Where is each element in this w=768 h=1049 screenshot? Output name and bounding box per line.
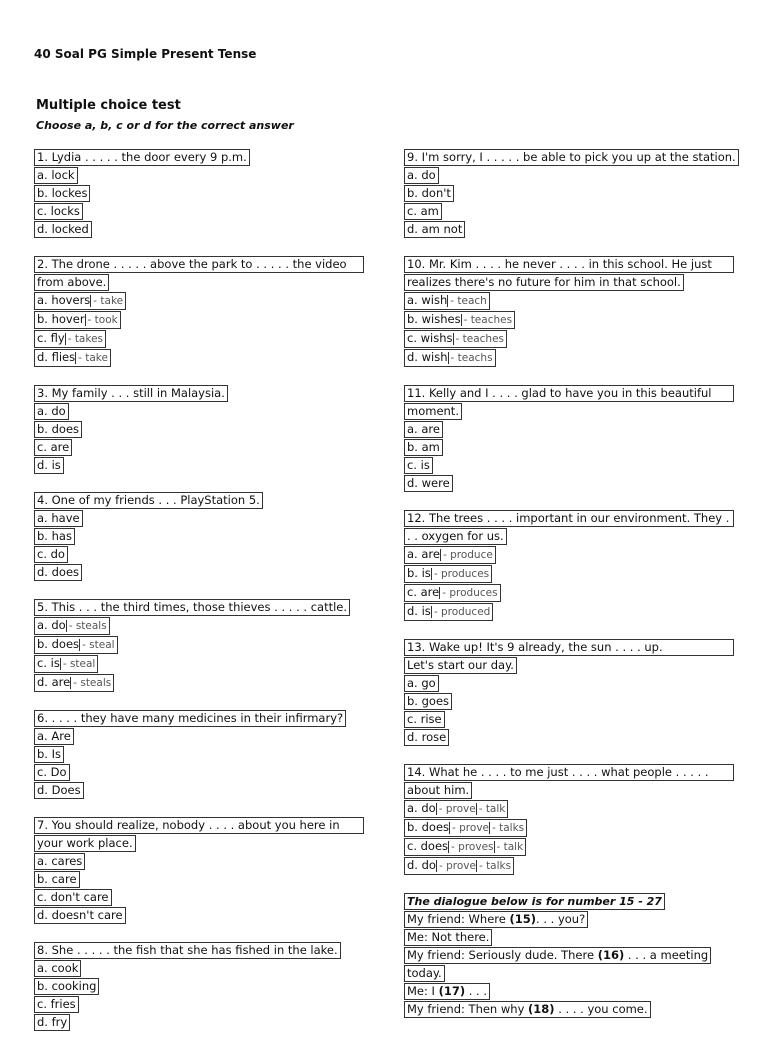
- answer-option-line: [34, 636, 379, 655]
- question-block: [404, 256, 749, 368]
- question-stem-continued: from above.: [34, 274, 109, 291]
- answer-option-line: [34, 311, 379, 330]
- question-stem-continued: your work place.: [34, 835, 136, 852]
- instructions: Choose a, b, c or d for the correct answer: [36, 119, 294, 132]
- answer-option[interactable]: b. goes: [404, 693, 452, 710]
- dialogue-text-part: . . . a meeting: [624, 948, 709, 962]
- answer-option-subtext: - produces: [439, 587, 497, 599]
- answer-option-line: [34, 546, 379, 564]
- answer-option-subtext: - teach: [447, 295, 487, 307]
- answer-option-subtext: - produce: [440, 549, 493, 561]
- dialogue-text: [404, 965, 445, 982]
- answer-option-line: [404, 819, 749, 838]
- answer-option[interactable]: [34, 655, 98, 673]
- answer-option-text: d. flies: [37, 350, 76, 364]
- answer-option-text: b. does: [407, 820, 450, 834]
- question-block: [404, 639, 749, 747]
- question-stem: 1. Lydia . . . . . the door every 9 p.m.: [34, 149, 250, 166]
- answer-option[interactable]: b. does: [34, 421, 82, 438]
- answer-option[interactable]: a. are: [404, 421, 443, 438]
- question-stem-line: [34, 492, 379, 510]
- question-stem: 7. You should realize, nobody . . . . about you here in: [34, 817, 364, 834]
- answer-option-line: [34, 782, 379, 800]
- dialogue-text-part: My friend: Then why: [407, 1002, 529, 1016]
- answer-option-line: [34, 674, 379, 693]
- answer-option-subtext: - talk: [494, 841, 524, 853]
- answer-option-text: a. hovers: [37, 293, 91, 307]
- question-stem-line: [34, 599, 379, 617]
- answer-option-line: [34, 457, 379, 475]
- answer-option-text: b. wishes: [407, 312, 461, 326]
- question-block: [34, 710, 379, 800]
- question-stem-line: [404, 149, 749, 167]
- question-stem-continued: moment.: [404, 403, 462, 420]
- dialogue-text-part: . . .: [465, 984, 488, 998]
- answer-option-line: [404, 693, 749, 711]
- answer-option-line: [34, 960, 379, 978]
- answer-option[interactable]: [404, 819, 527, 837]
- question-stem: 6. . . . . they have many medicines in their infirmary?: [34, 710, 346, 727]
- answer-option-subtext: - prove: [436, 860, 476, 872]
- answer-option-line: [404, 439, 749, 457]
- answer-option-line: [34, 403, 379, 421]
- answer-option-line: [34, 330, 379, 349]
- answer-option-line: [34, 185, 379, 203]
- answer-option[interactable]: c. don't care: [34, 889, 112, 906]
- answer-option-line: [404, 584, 749, 603]
- answer-option[interactable]: d. rose: [404, 729, 449, 746]
- answer-option-line: [404, 311, 749, 330]
- answer-option-line: [404, 475, 749, 493]
- dialogue-text: [404, 1001, 651, 1018]
- answer-option-line: [404, 838, 749, 857]
- answer-option[interactable]: [404, 603, 493, 621]
- answer-option[interactable]: b. care: [34, 871, 80, 888]
- answer-option[interactable]: [34, 311, 121, 329]
- answer-option-text: c. does: [407, 839, 449, 853]
- answer-option-line: [404, 221, 749, 239]
- answer-option-text: b. does: [37, 637, 80, 651]
- answer-option-line: [34, 764, 379, 782]
- answer-option-text: c. wishs: [407, 331, 453, 345]
- question-stem-line: [34, 710, 379, 728]
- answer-option[interactable]: d. is: [34, 457, 64, 474]
- question-stem-continued: realizes there's no future for him in that school.: [404, 274, 684, 291]
- question-stem-line: [34, 942, 379, 960]
- answer-option-subtext: - steals: [66, 620, 107, 632]
- question-stem-line: [404, 764, 749, 782]
- dialogue-text: [404, 947, 711, 964]
- answer-option-text: d. do: [407, 858, 436, 872]
- answer-option[interactable]: b. has: [34, 528, 75, 545]
- answer-option[interactable]: a. do: [34, 403, 69, 420]
- answer-option-subtext: - talks: [476, 860, 511, 872]
- dialogue-block: [404, 893, 749, 1019]
- answer-option-line: [34, 510, 379, 528]
- answer-option[interactable]: [404, 292, 490, 310]
- answer-option-subtext: - take: [90, 295, 123, 307]
- answer-option-line: [34, 655, 379, 674]
- answer-option[interactable]: d. fry: [34, 1014, 70, 1031]
- answer-option[interactable]: [404, 838, 526, 856]
- answer-option[interactable]: [404, 584, 501, 602]
- answer-option-subtext: - takes: [65, 333, 103, 345]
- dialogue-blank-number: (18): [528, 1002, 555, 1016]
- section-heading: Multiple choice test: [36, 98, 181, 113]
- answer-option[interactable]: c. fries: [34, 996, 79, 1013]
- question-stem-line: [404, 403, 749, 421]
- dialogue-text: [404, 929, 492, 946]
- question-stem-line: [404, 782, 749, 800]
- question-stem: 10. Mr. Kim . . . . he never . . . . in this school. He just: [404, 256, 734, 273]
- answer-option-line: [404, 292, 749, 311]
- dialogue-title-line: [404, 893, 749, 911]
- answer-option[interactable]: a. lock: [34, 167, 78, 184]
- dialogue-title: The dialogue below is for number 15 - 27: [404, 893, 665, 910]
- answer-option[interactable]: [34, 617, 110, 635]
- answer-option[interactable]: b. Is: [34, 746, 64, 763]
- answer-option-line: [404, 185, 749, 203]
- question-stem: 12. The trees . . . . important in our environment. They .: [404, 510, 734, 527]
- answer-option-line: [34, 996, 379, 1014]
- answer-option-subtext: - talks: [489, 822, 524, 834]
- answer-option-line: [404, 729, 749, 747]
- answer-option-line: [34, 1014, 379, 1032]
- answer-option[interactable]: d. were: [404, 475, 453, 492]
- dialogue-text-part: . . . you?: [536, 912, 586, 926]
- answer-option-line: [34, 221, 379, 239]
- answer-option-subtext: - prove: [449, 822, 489, 834]
- answer-option[interactable]: a. go: [404, 675, 439, 692]
- answer-option-text: a. are: [407, 547, 440, 561]
- answer-option[interactable]: [404, 311, 515, 329]
- question-block: [404, 510, 749, 622]
- answer-option-line: [34, 421, 379, 439]
- answer-option-line: [34, 907, 379, 925]
- answer-option-text: d. wish: [407, 350, 448, 364]
- answer-option-line: [34, 439, 379, 457]
- question-stem-line: [34, 274, 379, 292]
- answer-option[interactable]: [404, 565, 492, 583]
- answer-option[interactable]: [34, 349, 111, 367]
- answer-option-line: [404, 203, 749, 221]
- answer-option[interactable]: a. have: [34, 510, 83, 527]
- question-stem: 13. Wake up! It's 9 already, the sun . . . . up.: [404, 639, 734, 656]
- dialogue-line: [404, 929, 749, 947]
- answer-option-line: [404, 711, 749, 729]
- answer-option-text: c. are: [407, 585, 440, 599]
- answer-option-line: [404, 457, 749, 475]
- answer-option-line: [34, 871, 379, 889]
- question-stem-line: [404, 274, 749, 292]
- dialogue-text: [404, 911, 588, 928]
- dialogue-blank-number: (15): [509, 912, 537, 926]
- dialogue-text-part: Me: Not there.: [407, 930, 490, 944]
- question-block: [404, 149, 749, 239]
- question-stem-line: [404, 385, 749, 403]
- question-stem-line: [34, 835, 379, 853]
- answer-option[interactable]: c. do: [34, 546, 68, 563]
- answer-option[interactable]: d. locked: [34, 221, 92, 238]
- answer-option[interactable]: c. rise: [404, 711, 445, 728]
- question-stem: 4. One of my friends . . . PlayStation 5.: [34, 492, 263, 509]
- document-title: 40 Soal PG Simple Present Tense: [34, 47, 257, 61]
- answer-option-subtext: - teaches: [453, 333, 505, 345]
- question-stem-line: [404, 657, 749, 675]
- dialogue-text-part: today.: [407, 966, 442, 980]
- answer-option[interactable]: c. Do: [34, 764, 70, 781]
- dialogue-text-part: My friend: Where: [407, 912, 510, 926]
- answer-option-subtext: - produced: [431, 606, 491, 618]
- answer-option[interactable]: a. cook: [34, 960, 81, 977]
- answer-option-line: [34, 564, 379, 582]
- answer-option-subtext: - teaches: [461, 314, 513, 326]
- answer-option[interactable]: [404, 330, 507, 348]
- question-stem-continued: about him.: [404, 782, 472, 799]
- answer-option[interactable]: [404, 800, 508, 818]
- dialogue-line: [404, 1001, 749, 1019]
- answer-option-line: [404, 565, 749, 584]
- answer-option-line: [404, 349, 749, 368]
- answer-option[interactable]: b. cooking: [34, 978, 99, 995]
- question-block: [34, 492, 379, 582]
- answer-option-line: [34, 889, 379, 907]
- answer-option-subtext: - proves: [448, 841, 493, 853]
- answer-option-line: [34, 853, 379, 871]
- answer-option-line: [34, 528, 379, 546]
- answer-option-subtext: - took: [85, 314, 118, 326]
- answer-option-line: [404, 330, 749, 349]
- answer-option-line: [404, 603, 749, 622]
- dialogue-blank-number: (16): [597, 948, 625, 962]
- question-stem-line: [404, 528, 749, 546]
- question-block: [404, 385, 749, 493]
- question-stem: 3. My family . . . still in Malaysia.: [34, 385, 228, 402]
- right-question-column: [404, 149, 749, 1036]
- dialogue-text: [404, 983, 490, 1000]
- question-stem: 14. What he . . . . to me just . . . . what people . . . . .: [404, 764, 734, 781]
- answer-option-text: d. is: [407, 604, 431, 618]
- answer-option-line: [404, 167, 749, 185]
- question-block: [404, 764, 749, 876]
- question-block: [34, 149, 379, 239]
- answer-option-subtext: - steal: [79, 639, 115, 651]
- answer-option-line: [404, 800, 749, 819]
- answer-option-subtext: - prove: [436, 803, 476, 815]
- dialogue-text-part: Me: I: [407, 984, 439, 998]
- question-stem: 8. She . . . . . the fish that she has fished in the lake.: [34, 942, 341, 959]
- answer-option-line: [34, 728, 379, 746]
- left-question-column: [34, 149, 379, 1049]
- answer-option-subtext: - teachs: [448, 352, 493, 364]
- question-stem-continued: Let's start our day.: [404, 657, 517, 674]
- answer-option-line: [34, 978, 379, 996]
- question-stem-line: [404, 256, 749, 274]
- dialogue-text-part: My friend: Seriously dude. There: [407, 948, 598, 962]
- question-stem-continued: . . oxygen for us.: [404, 528, 507, 545]
- dialogue-blank-number: (17): [438, 984, 466, 998]
- answer-option-text: b. is: [407, 566, 431, 580]
- dialogue-text-part: . . . . you come.: [554, 1002, 648, 1016]
- question-stem-line: [404, 510, 749, 528]
- dialogue-line: [404, 947, 749, 965]
- answer-option-line: [404, 675, 749, 693]
- answer-option[interactable]: c. locks: [34, 203, 83, 220]
- answer-option[interactable]: d. doesn't care: [34, 907, 126, 924]
- answer-option[interactable]: [34, 292, 126, 310]
- question-stem-line: [34, 385, 379, 403]
- answer-option[interactable]: b. lockes: [34, 185, 90, 202]
- answer-option[interactable]: [34, 636, 118, 654]
- answer-option[interactable]: c. are: [34, 439, 72, 456]
- question-stem: 5. This . . . the third times, those thieves . . . . . cattle.: [34, 599, 350, 616]
- dialogue-line: [404, 983, 749, 1001]
- answer-option-subtext: - take: [75, 352, 108, 364]
- answer-option[interactable]: b. don't: [404, 185, 454, 202]
- question-stem-line: [34, 817, 379, 835]
- answer-option-subtext: - produces: [431, 568, 489, 580]
- answer-option-text: c. is: [37, 656, 60, 670]
- answer-option-subtext: - steals: [70, 677, 111, 689]
- question-stem-line: [34, 256, 379, 274]
- dialogue-line: [404, 965, 749, 983]
- answer-option-line: [404, 421, 749, 439]
- question-stem: 11. Kelly and I . . . . glad to have you in this beautiful: [404, 385, 734, 402]
- answer-option-line: [34, 203, 379, 221]
- question-block: [34, 817, 379, 925]
- question-stem: 2. The drone . . . . . above the park to . . . . . the video: [34, 256, 364, 273]
- answer-option-text: a. do: [407, 801, 436, 815]
- answer-option-line: [34, 349, 379, 368]
- answer-option-subtext: - talk: [476, 803, 506, 815]
- answer-option[interactable]: d. am not: [404, 221, 465, 238]
- answer-option[interactable]: a. Are: [34, 728, 74, 745]
- question-block: [34, 256, 379, 368]
- answer-option-text: b. hover: [37, 312, 85, 326]
- answer-option[interactable]: d. does: [34, 564, 82, 581]
- answer-option[interactable]: [404, 546, 496, 564]
- answer-option-line: [34, 746, 379, 764]
- answer-option-line: [404, 546, 749, 565]
- answer-option-line: [34, 167, 379, 185]
- question-block: [34, 385, 379, 475]
- answer-option[interactable]: a. do: [404, 167, 439, 184]
- answer-option[interactable]: [34, 674, 114, 692]
- answer-option[interactable]: b. am: [404, 439, 443, 456]
- answer-option[interactable]: a. cares: [34, 853, 85, 870]
- answer-option[interactable]: [34, 330, 106, 348]
- question-block: [34, 942, 379, 1032]
- answer-option-line: [404, 857, 749, 876]
- answer-option-subtext: - steal: [60, 658, 96, 670]
- answer-option[interactable]: c. am: [404, 203, 442, 220]
- answer-option[interactable]: c. is: [404, 457, 433, 474]
- answer-option-text: c. fly: [37, 331, 65, 345]
- answer-option-text: d. are: [37, 675, 71, 689]
- answer-option-text: a. wish: [407, 293, 448, 307]
- question-stem-line: [34, 149, 379, 167]
- dialogue-line: [404, 911, 749, 929]
- answer-option[interactable]: [404, 349, 496, 367]
- answer-option-line: [34, 617, 379, 636]
- answer-option[interactable]: d. Does: [34, 782, 84, 799]
- answer-option-text: a. do: [37, 618, 66, 632]
- question-stem: 9. I'm sorry, I . . . . . be able to pick you up at the station.: [404, 149, 739, 166]
- answer-option[interactable]: [404, 857, 514, 875]
- answer-option-line: [34, 292, 379, 311]
- question-stem-line: [404, 639, 749, 657]
- question-block: [34, 599, 379, 693]
